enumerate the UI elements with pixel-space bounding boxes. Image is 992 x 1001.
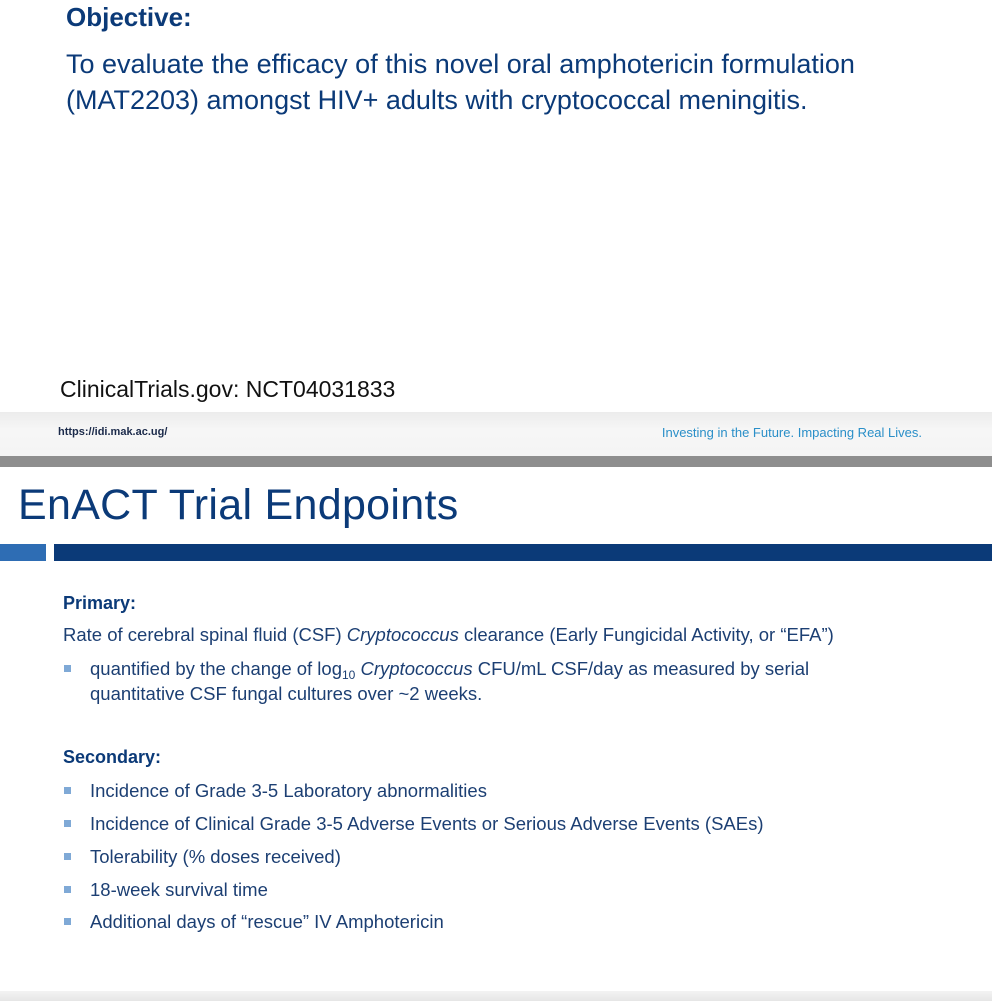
title-accent-bar [0,544,46,561]
log-subscript: 10 [342,668,356,682]
objective-text [66,46,966,118]
secondary-label: Secondary: [63,747,162,767]
bullet-marker [64,665,71,672]
secondary-item-text: Incidence of Clinical Grade 3-5 Adverse Events or Serious Adverse Events (SAEs) [90,813,764,834]
objective-line-1: To evaluate the efficacy of this novel oral amphotericin formulation [66,49,855,79]
objective-line-2: (MAT2203) amongst HIV+ adults with cryptococcal meningitis. [66,85,808,115]
footer-url[interactable]: https://idi.mak.ac.ug/ [58,426,168,438]
bullet-text-part-2: CFU/mL CSF/day as measured by serial [472,658,810,679]
trial-registration: ClinicalTrials.gov: NCT04031833 [60,376,396,402]
bullet-text-part-1: quantified by the change of log [90,658,342,679]
bullet-marker [64,853,71,860]
objective-heading: Objective: [66,2,192,32]
bullet-marker [64,918,71,925]
footer-tagline: Investing in the Future. Impacting Real Lives. [661,425,922,440]
bullet-italic: Cryptococcus [360,658,473,679]
slide-footer [0,412,992,456]
primary-description [63,624,834,646]
title-underline-bar [54,544,992,561]
primary-desc-text-2: clearance (Early Fungicidal Activity, or “EFA”) [458,624,834,645]
secondary-item-text: 18-week survival time [90,879,268,900]
primary-desc-italic: Cryptococcus [346,624,459,645]
objective-slide [0,0,992,412]
secondary-item-text: Incidence of Grade 3-5 Laboratory abnormalities [90,780,487,801]
endpoints-slide [0,467,992,1001]
secondary-item-text: Tolerability (% doses received) [90,846,341,867]
bullet-marker [64,886,71,893]
primary-label: Primary: [63,593,137,613]
bullet-marker [64,787,71,794]
secondary-item-text: Additional days of “rescue” IV Amphotericin [90,911,444,932]
slide-title: EnACT Trial Endpoints [18,481,459,529]
slide-footer-edge [0,991,992,1001]
primary-desc-text-1: Rate of cerebral spinal fluid (CSF) [63,624,347,645]
slide-divider [0,456,992,467]
primary-bullet-line-2: quantitative CSF fungal cultures over ~2 weeks. [90,683,483,704]
bullet-marker [64,820,71,827]
